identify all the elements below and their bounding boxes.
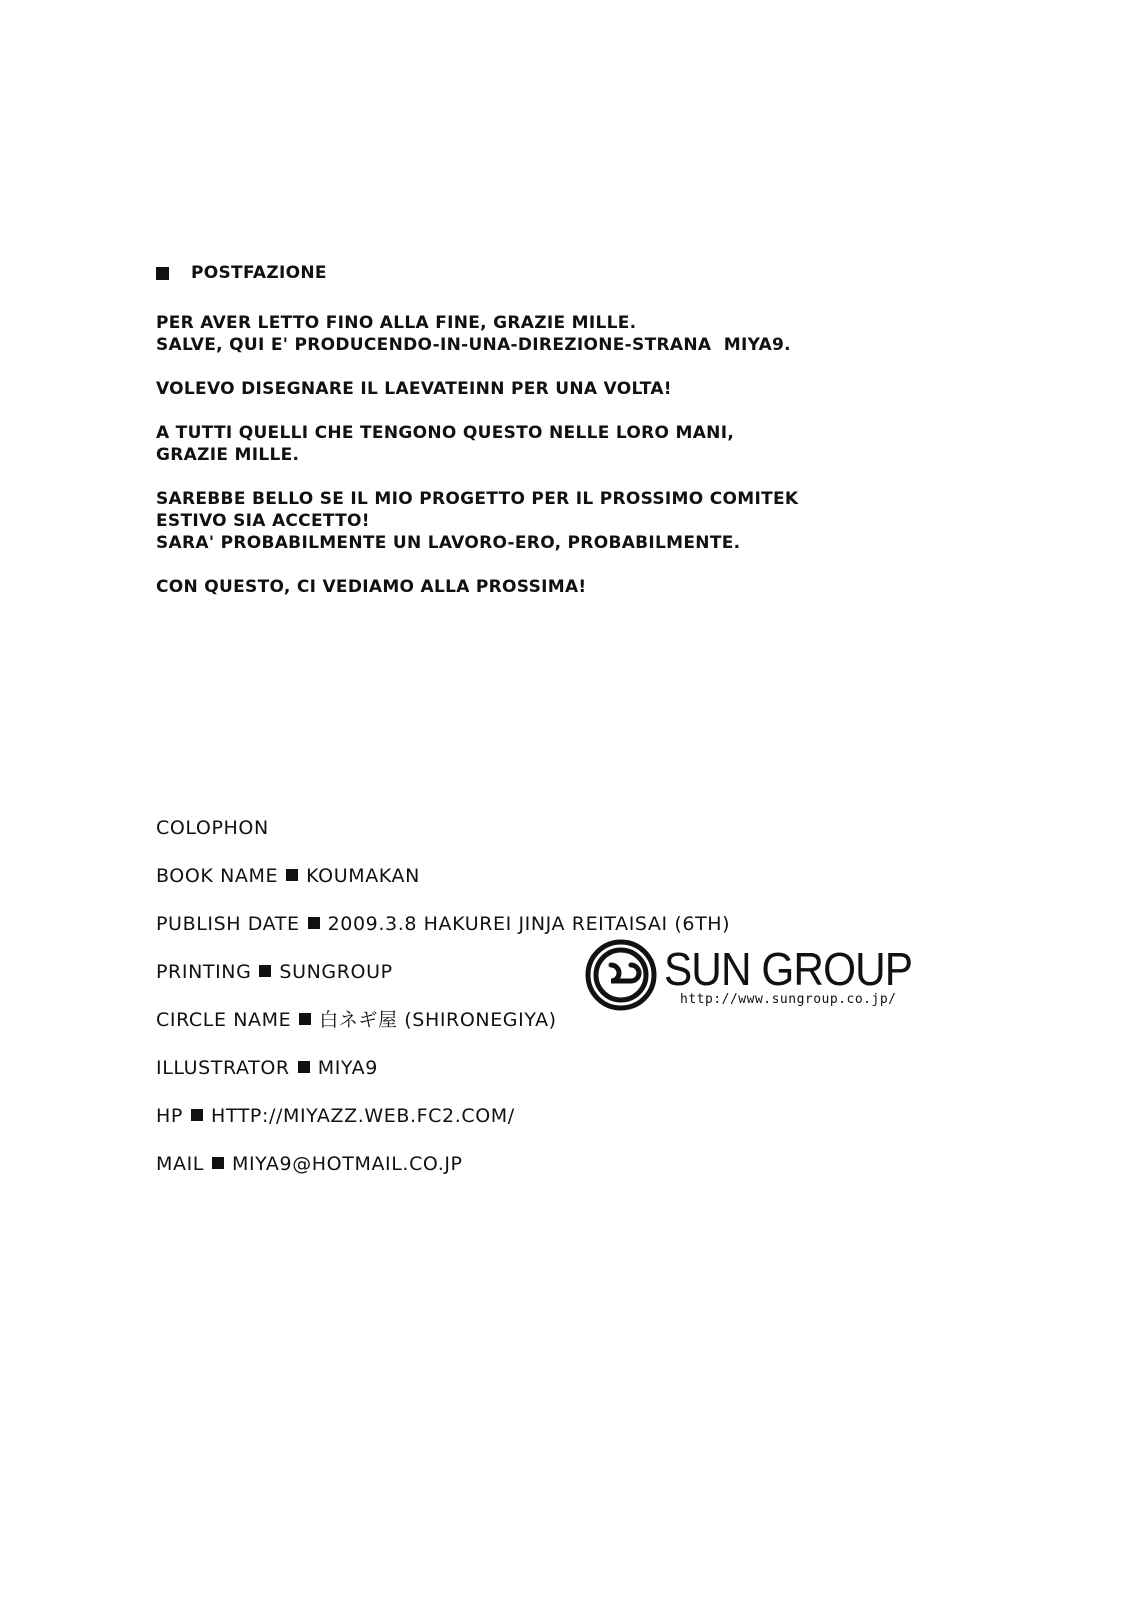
sungroup-name: SUN GROUP	[664, 943, 913, 995]
separator-square-icon	[298, 1061, 310, 1073]
sungroup-url: http://www.sungroup.co.jp/	[680, 992, 897, 1007]
separator-square-icon	[286, 869, 298, 881]
colophon-section	[156, 816, 731, 1200]
colophon-label: ILLUSTRATOR	[156, 1057, 290, 1079]
postfazione-paragraph	[156, 576, 916, 598]
sungroup-logo-icon	[584, 938, 658, 1012]
sungroup-logo-block	[584, 938, 984, 1028]
separator-square-icon	[212, 1157, 224, 1169]
postfazione-line: PER AVER LETTO FINO ALLA FINE, GRAZIE MILLE.	[156, 313, 637, 333]
postfazione-line: CON QUESTO, CI VEDIAMO ALLA PROSSIMA!	[156, 577, 587, 597]
postfazione-paragraph	[156, 312, 916, 356]
colophon-value: HTTP://MIYAZZ.WEB.FC2.COM/	[210, 1105, 515, 1127]
postfazione-paragraph	[156, 488, 916, 554]
separator-square-icon	[259, 965, 271, 977]
colophon-label: HP	[156, 1105, 183, 1127]
colophon-value: MIYA9@HOTMAIL.CO.JP	[231, 1153, 463, 1175]
postfazione-line: ESTIVO SIA ACCETTO!	[156, 511, 370, 531]
postfazione-paragraph	[156, 378, 916, 400]
colophon-row-illustrator	[156, 1056, 616, 1104]
postfazione-line: SARA' PROBABILMENTE UN LAVORO-ERO, PROBABILMENTE.	[156, 533, 741, 553]
postfazione-heading	[156, 262, 916, 284]
postfazione-paragraph	[156, 422, 916, 466]
postfazione-line: SALVE, QUI E' PRODUCENDO-IN-UNA-DIREZIONE-STRANA MIYA9.	[156, 335, 791, 355]
colophon-label: BOOK NAME	[156, 865, 279, 887]
separator-square-icon	[191, 1109, 203, 1121]
colophon-value: 白ネギ屋 (SHIRONEGIYA)	[319, 1009, 557, 1031]
separator-square-icon	[308, 917, 320, 929]
postfazione-title: POSTFAZIONE	[191, 263, 327, 283]
colophon-row-book-name	[156, 864, 616, 912]
colophon-title: COLOPHON	[156, 817, 269, 839]
colophon-value: KOUMAKAN	[306, 865, 420, 887]
postfazione-line: A TUTTI QUELLI CHE TENGONO QUESTO NELLE LORO MANI,	[156, 423, 735, 443]
colophon-row-hp	[156, 1104, 616, 1152]
colophon-value: SUNGROUP	[279, 961, 393, 983]
colophon-label: CIRCLE NAME	[156, 1009, 292, 1031]
colophon-value: MIYA9	[317, 1057, 378, 1079]
colophon-row-mail	[156, 1152, 616, 1200]
colophon-label: PUBLISH DATE	[156, 913, 300, 935]
postfazione-line: SAREBBE BELLO SE IL MIO PROGETTO PER IL PROSSIMO COMITEK	[156, 489, 799, 509]
colophon-row-printing	[156, 960, 616, 1008]
colophon-label: PRINTING	[156, 961, 252, 983]
colophon-value: 2009.3.8 HAKUREI JINJA REITAISAI (6TH)	[327, 913, 731, 935]
postfazione-line: GRAZIE MILLE.	[156, 445, 300, 465]
colophon-row-circle-name	[156, 1008, 616, 1056]
postfazione-line: VOLEVO DISEGNARE IL LAEVATEINN PER UNA VOLTA!	[156, 379, 672, 399]
colophon-label: MAIL	[156, 1153, 204, 1175]
bullet-square-icon	[156, 267, 169, 280]
postfazione-section	[156, 262, 916, 620]
separator-square-icon	[299, 1013, 311, 1025]
colophon-row-publish-date	[156, 912, 731, 960]
